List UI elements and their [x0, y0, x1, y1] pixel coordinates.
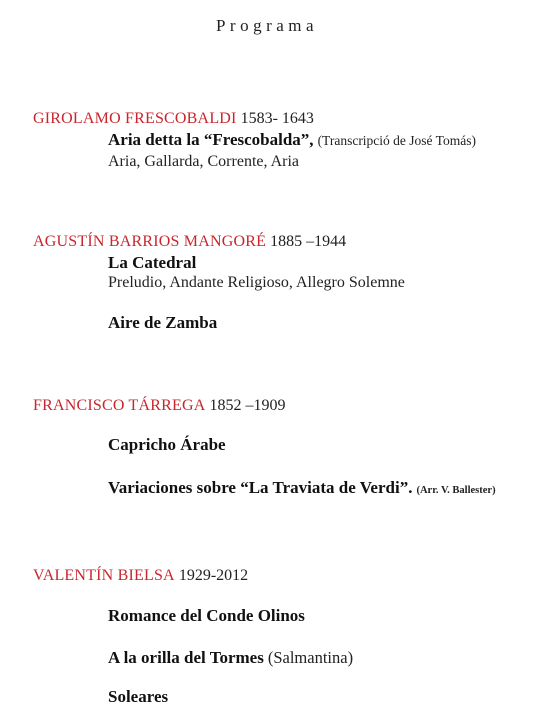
- composer-name: VALENTÍN BIELSA: [33, 567, 175, 584]
- work-line: [108, 606, 305, 626]
- composer-heading: [33, 233, 346, 251]
- program-title: Programa: [215, 16, 319, 35]
- composer-name: AGUSTÍN BARRIOS MANGORÉ: [33, 233, 267, 250]
- composer-heading: [33, 397, 285, 415]
- work-line: [108, 435, 226, 455]
- work-line: [108, 648, 353, 668]
- work-title: Aria detta la “Frescobalda”,: [108, 130, 314, 149]
- work-movements: Preludio, Andante Religioso, Allegro Solemne: [108, 274, 405, 291]
- composer-name: GIROLAMO FRESCOBALDI: [33, 110, 237, 127]
- work-title: A la orilla del Tormes: [108, 648, 264, 667]
- work-title: Soleares: [108, 687, 169, 706]
- work-line: [108, 313, 217, 333]
- work-title: Aire de Zamba: [108, 313, 218, 332]
- composer-dates: 1885 –1944: [270, 233, 347, 250]
- work-title: La Catedral: [108, 253, 197, 272]
- composer-dates: 1583- 1643: [240, 110, 314, 127]
- work-note: (Arr. V. Ballester): [416, 485, 496, 496]
- work-note: (Salmantina): [267, 648, 354, 667]
- work-line: [108, 478, 496, 498]
- work-title: Capricho Árabe: [108, 435, 226, 454]
- work-title: Romance del Conde Olinos: [108, 606, 305, 625]
- composer-heading: [33, 567, 248, 585]
- work-note: (Transcripció de José Tomás): [317, 133, 476, 148]
- work-title: Variaciones sobre “La Traviata de Verdi”.: [108, 478, 413, 497]
- composer-name: FRANCISCO TÁRREGA: [33, 397, 206, 414]
- composer-dates: 1929-2012: [178, 567, 249, 584]
- work-line: [108, 687, 168, 707]
- composer-heading: [33, 110, 314, 128]
- work-movements: Aria, Gallarda, Corrente, Aria: [108, 153, 300, 170]
- composer-dates: 1852 –1909: [209, 397, 286, 414]
- work-line: [108, 253, 196, 273]
- work-line: [108, 130, 476, 150]
